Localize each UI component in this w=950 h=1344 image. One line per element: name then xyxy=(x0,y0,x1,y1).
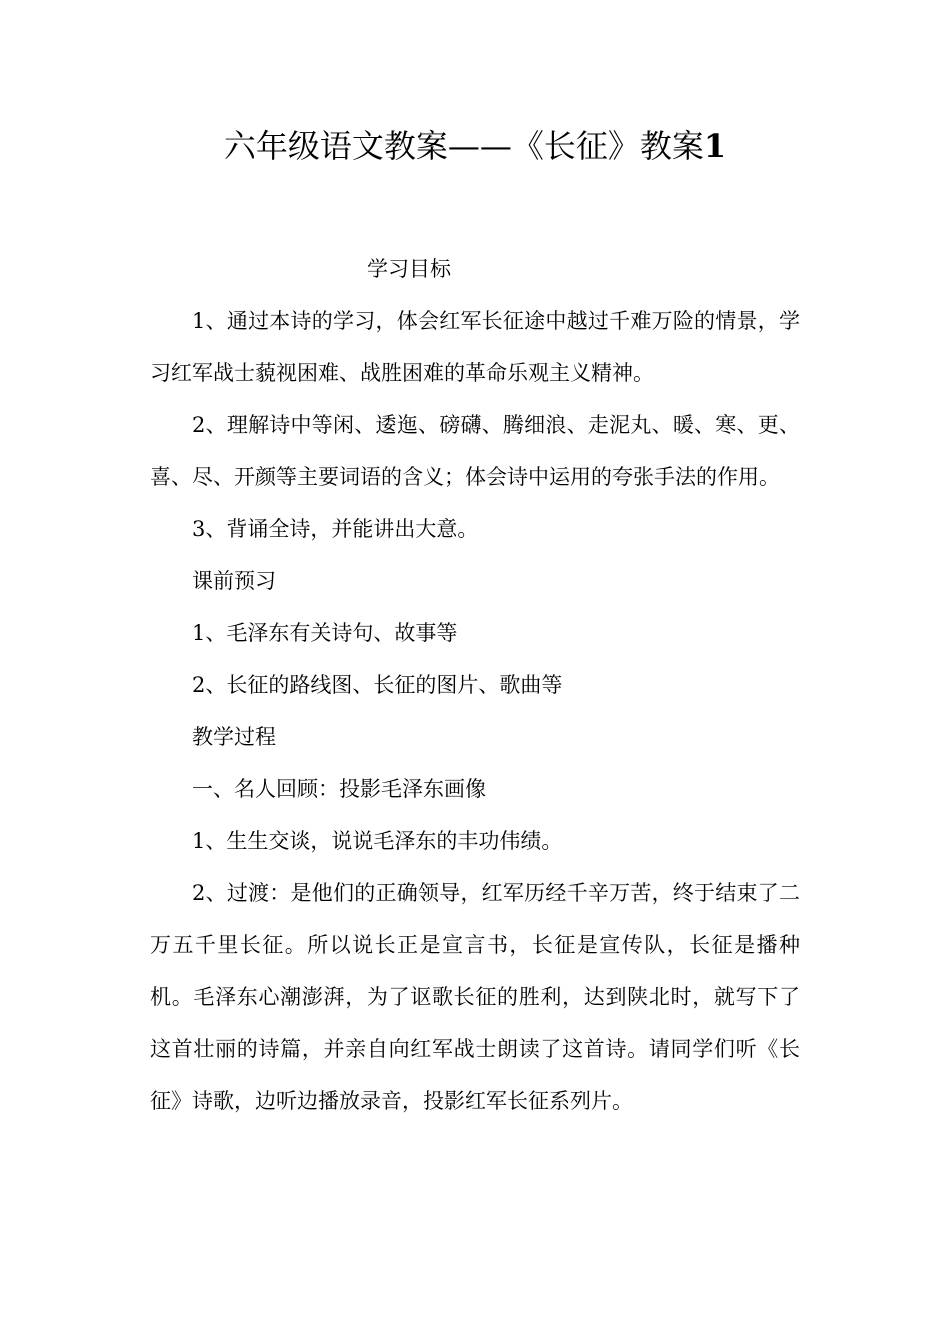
title-number: 1 xyxy=(703,127,727,165)
section-heading-preview: 课前预习 xyxy=(192,569,276,593)
title-text: 六年级语文教案——《长征》教案 xyxy=(223,127,704,165)
goal-item-1: 1、通过本诗的学习，体会红军长征途中越过千难万险的情景，学习红军战士藐视困难、战胜困难的革命乐观主义精神。 xyxy=(150,309,800,385)
preview-item-1: 1、毛泽东有关诗句、故事等 xyxy=(192,621,458,645)
goal-item-3: 3、背诵全诗，并能讲出大意。 xyxy=(192,517,479,541)
process-part-heading-1: 一、名人回顾：投影毛泽东画像 xyxy=(192,777,486,801)
process-item-2: 2、过渡：是他们的正确领导，红军历经千辛万苦，终于结束了二万五千里长征。所以说长正是宣言书，长征是宣传队，长征是播种机。毛泽东心潮澎湃，为了讴歌长征的胜利，达到陕北时，就写下了这首壮丽的诗篇，并亲自向红军战士朗读了这首诗。请同学们听《长征》诗歌，边听边播放录音，投影红军长征系列片。 xyxy=(150,881,800,1113)
process-item-1: 1、生生交谈，说说毛泽东的丰功伟绩。 xyxy=(192,829,563,853)
preview-item-2: 2、长征的路线图、长征的图片、歌曲等 xyxy=(192,673,563,697)
section-heading-process: 教学过程 xyxy=(192,725,276,749)
section-heading-goals: 学习目标 xyxy=(367,257,451,281)
goal-item-2: 2、理解诗中等闲、逶迤、磅礴、腾细浪、走泥丸、暖、寒、更、喜、尽、开颜等主要词语的含义；体会诗中运用的夸张手法的作用。 xyxy=(150,413,800,489)
document-body xyxy=(150,243,800,1127)
document-title xyxy=(0,122,950,170)
